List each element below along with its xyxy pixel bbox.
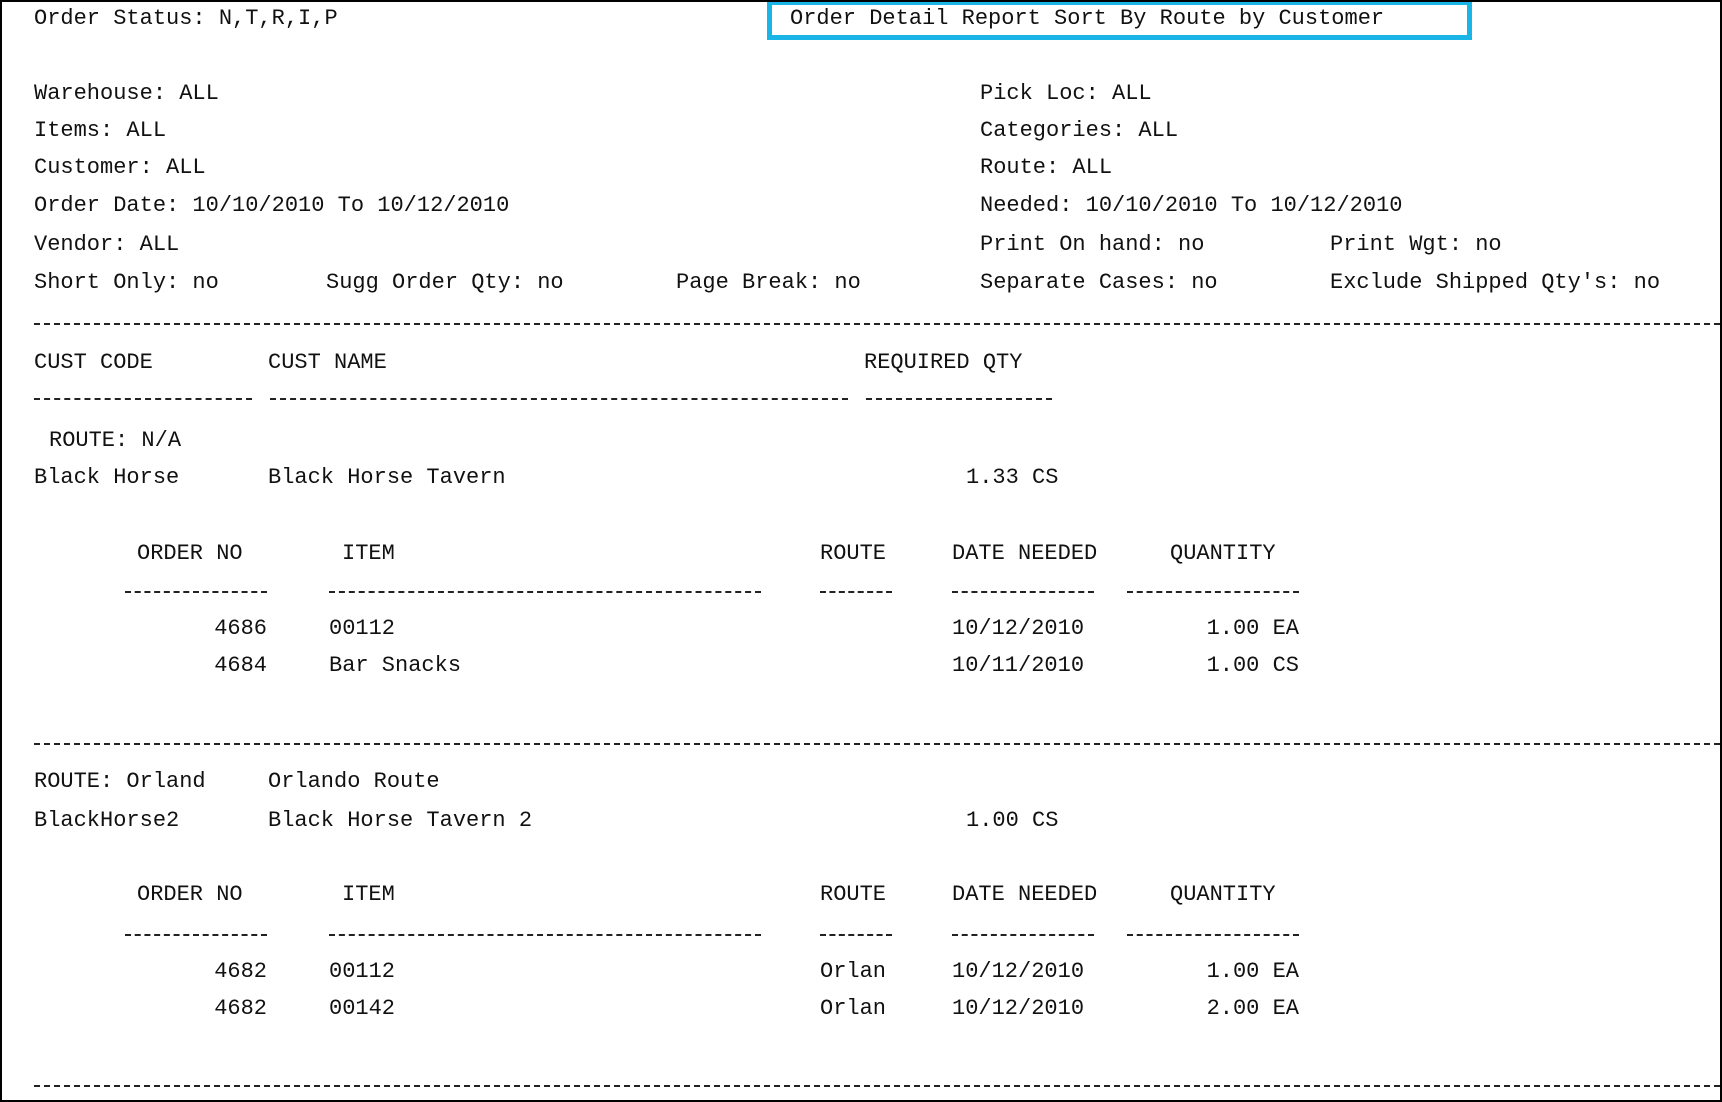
col-required-qty: REQUIRED QTY (864, 350, 1023, 375)
detail-date-needed: 10/12/2010 (952, 996, 1085, 1021)
filter-print-wgt: Print Wgt: no (1330, 232, 1502, 257)
section-divider (34, 1085, 1720, 1087)
detail-underline-route (820, 934, 892, 936)
detail-underline-order-no (125, 934, 267, 936)
detail-col-order-no: ORDER NO (137, 541, 243, 566)
detail-underline-quantity (1127, 934, 1299, 936)
detail-underline-quantity (1127, 591, 1299, 593)
detail-underline-date-needed (952, 591, 1094, 593)
filter-items: Items: ALL (34, 118, 167, 143)
detail-col-date-needed: DATE NEEDED (952, 541, 1098, 566)
filter-print-on-hand: Print On hand: no (980, 232, 1205, 257)
filter-exclude-shipped: Exclude Shipped Qty's: no (1330, 270, 1661, 295)
col-underline-required-qty (866, 398, 1052, 400)
detail-underline-order-no (125, 591, 267, 593)
detail-col-quantity: QUANTITY (1170, 882, 1276, 907)
detail-order-no: 4684 (214, 653, 267, 678)
detail-item: 00142 (329, 996, 396, 1021)
detail-col-route: ROUTE (820, 541, 887, 566)
filter-warehouse: Warehouse: ALL (34, 81, 219, 106)
detail-col-item: ITEM (342, 541, 395, 566)
group-route-line: ROUTE: Orland (34, 769, 206, 794)
section-divider (34, 743, 1720, 745)
filter-short-only: Short Only: no (34, 270, 219, 295)
filter-route: Route: ALL (980, 155, 1113, 180)
filter-pick-loc: Pick Loc: ALL (980, 81, 1152, 106)
col-underline-cust-code (34, 398, 252, 400)
detail-underline-item (329, 934, 761, 936)
detail-date-needed: 10/11/2010 (952, 653, 1085, 678)
detail-order-no: 4682 (214, 959, 267, 984)
filter-sugg-order-qty: Sugg Order Qty: no (326, 270, 564, 295)
col-underline-cust-name (270, 398, 848, 400)
detail-date-needed: 10/12/2010 (952, 959, 1085, 984)
detail-route: Orlan (820, 959, 887, 984)
detail-quantity: 1.00 CS (1206, 653, 1299, 678)
report-title: Order Detail Report Sort By Route by Customer (790, 6, 1385, 31)
group-route-desc: Orlando Route (268, 769, 440, 794)
detail-order-no: 4682 (214, 996, 267, 1021)
detail-order-no: 4686 (214, 616, 267, 641)
filter-customer: Customer: ALL (34, 155, 206, 180)
col-cust-code: CUST CODE (34, 350, 153, 375)
group-cust-code: BlackHorse2 (34, 808, 180, 833)
detail-underline-date-needed (952, 934, 1094, 936)
col-cust-name: CUST NAME (268, 350, 387, 375)
group-required-qty: 1.00 CS (966, 808, 1059, 833)
detail-quantity: 2.00 EA (1206, 996, 1299, 1021)
detail-col-route: ROUTE (820, 882, 887, 907)
detail-col-item: ITEM (342, 882, 395, 907)
detail-route: Orlan (820, 996, 887, 1021)
detail-underline-route (820, 591, 892, 593)
detail-col-order-no: ORDER NO (137, 882, 243, 907)
filter-separate-cases: Separate Cases: no (980, 270, 1218, 295)
detail-col-quantity: QUANTITY (1170, 541, 1276, 566)
order-status: Order Status: N,T,R,I,P (34, 6, 338, 31)
filter-categories: Categories: ALL (980, 118, 1179, 143)
filter-page-break: Page Break: no (676, 270, 861, 295)
detail-quantity: 1.00 EA (1206, 616, 1299, 641)
filter-needed: Needed: 10/10/2010 To 10/12/2010 (980, 193, 1403, 218)
group-cust-code: Black Horse (34, 465, 180, 490)
detail-date-needed: 10/12/2010 (952, 616, 1085, 641)
section-divider (34, 323, 1720, 325)
detail-col-date-needed: DATE NEEDED (952, 882, 1098, 907)
detail-item: 00112 (329, 616, 396, 641)
detail-item: Bar Snacks (329, 653, 462, 678)
filter-vendor: Vendor: ALL (34, 232, 180, 257)
detail-underline-item (329, 591, 761, 593)
detail-quantity: 1.00 EA (1206, 959, 1299, 984)
group-cust-name: Black Horse Tavern 2 (268, 808, 533, 833)
filter-order-date: Order Date: 10/10/2010 To 10/12/2010 (34, 193, 510, 218)
group-cust-name: Black Horse Tavern (268, 465, 506, 490)
group-route-line: ROUTE: N/A (49, 428, 182, 453)
group-required-qty: 1.33 CS (966, 465, 1059, 490)
detail-item: 00112 (329, 959, 396, 984)
